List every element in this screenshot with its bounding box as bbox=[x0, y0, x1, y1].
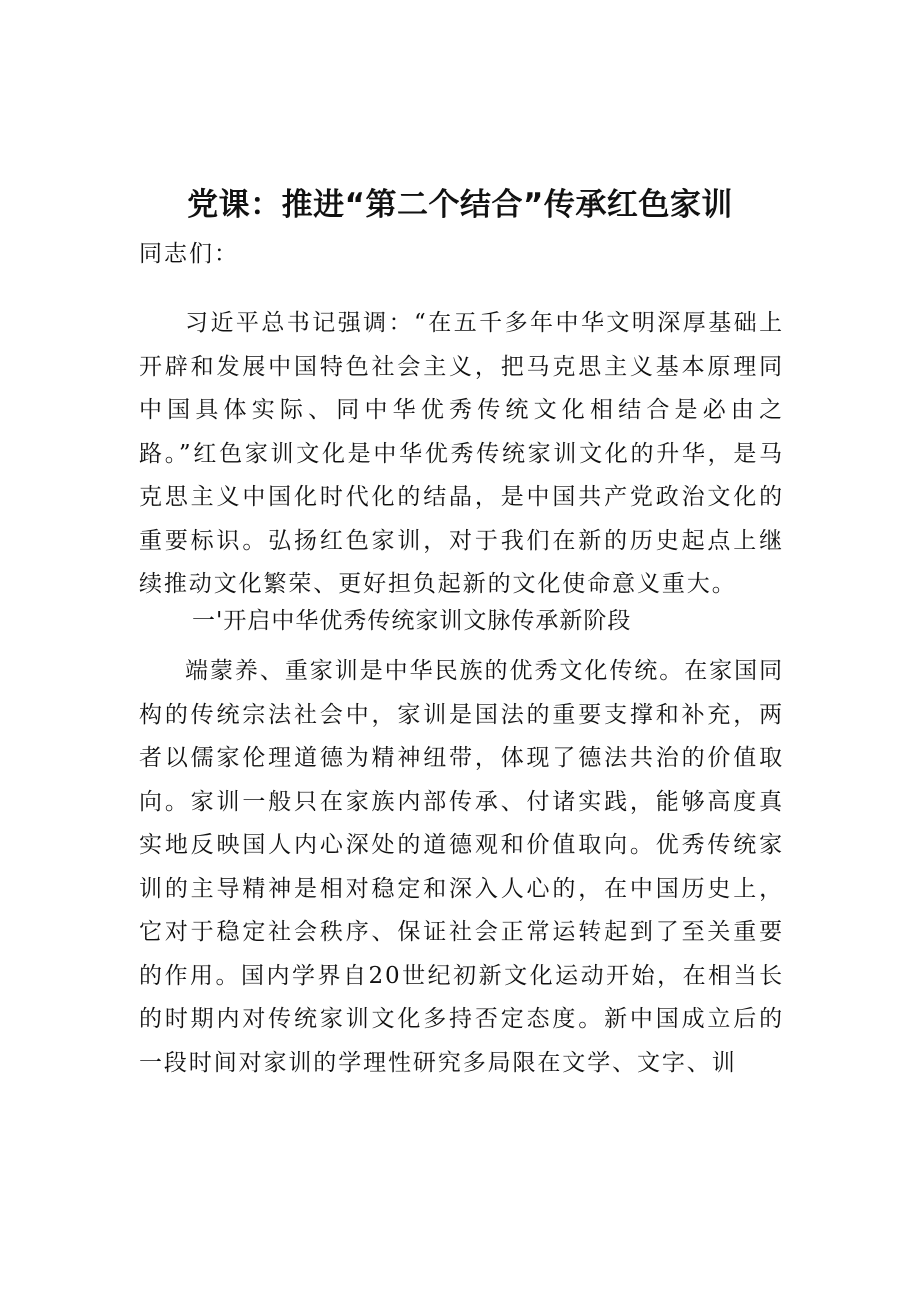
paragraph-intro: 习近平总书记强调：“在五千多年中华文明深厚基础上开辟和发展中国特色社会主义，把马克思主义基本原理同中国具体实际、同中华优秀传统文化相结合是必由之路。”红色家训文化是中华优秀传统家训文化的升华，是马克思主义中国化时代化的结晶，是中国共产党政治文化的重要标识。弘扬红色家训，对于我们在新的历史起点上继续推动文化繁荣、更好担负起新的文化使命意义重大。 bbox=[139, 310, 784, 597]
section-heading: 一'开启中华优秀传统家训文脉传承新阶段 bbox=[192, 608, 632, 634]
paragraph-section-one: 端蒙养、重家训是中华民族的优秀文化传统。在家国同构的传统宗法社会中，家训是国法的重要支撑和补充，两者以儒家伦理道德为精神纽带，体现了德法共治的价值取向。家训一般只在家族内部传承、付诸实践，能够高度真实地反映国人内心深处的道德观和价值取向。优秀传统家训的主导精神是相对稳定和深入人心的，在中国历史上，它对于稳定社会秩序、保证社会正常运转起到了至关重要的作用。国内学界自20世纪初新文化运动开始，在相当长的时期内对传统家训文化多持否定态度。新中国成立后的一段时间对家训的学理性研究多局限在文学、文字、训 bbox=[139, 658, 784, 1076]
document-title: 党课：推进“第二个结合”传承红色家训 bbox=[187, 187, 733, 223]
salutation: 同志们： bbox=[139, 241, 239, 267]
